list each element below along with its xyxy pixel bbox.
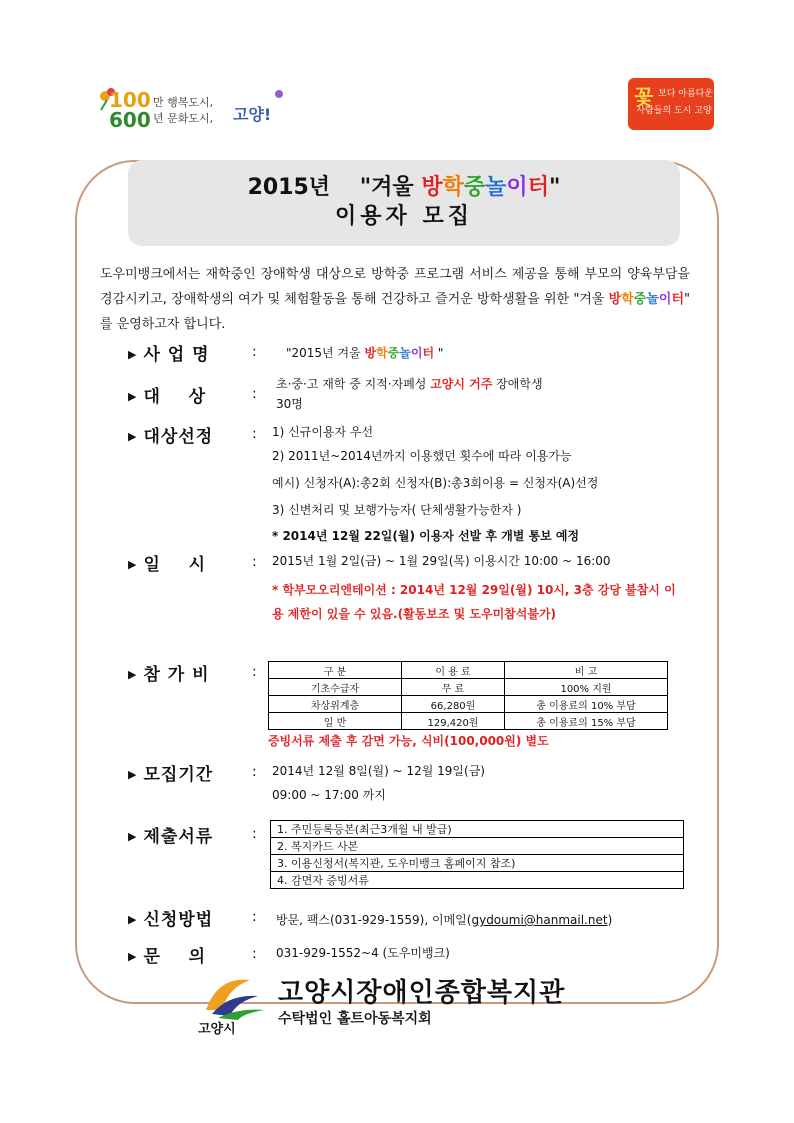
table-cell: 4. 감면자 증빙서류: [271, 872, 684, 889]
table-row: [271, 855, 684, 872]
table-row: [271, 872, 684, 889]
logo-city: 고양!: [233, 105, 272, 124]
apply-post: ): [607, 913, 613, 927]
apply-pre: 방문, 팩스(031-929-1559), 이메일(: [276, 913, 472, 927]
table-cell: 100% 지원: [505, 679, 668, 696]
arrow-icon: ▶: [128, 830, 138, 843]
city-brand-logo: [628, 78, 714, 130]
table-header: 비 고: [505, 662, 668, 679]
colon: :: [252, 946, 257, 962]
colon: :: [252, 826, 257, 842]
title-box: [128, 160, 680, 246]
label-text: 문 의: [143, 947, 206, 967]
logo-right-small1: 보다 아름다운: [658, 89, 714, 99]
arrow-icon: ▶: [128, 768, 138, 781]
colon: :: [252, 909, 257, 925]
label-schedule: [128, 550, 206, 575]
intro-program-char: 중: [633, 292, 647, 307]
arrow-icon: ▶: [128, 348, 138, 361]
table-row: [269, 679, 668, 696]
table-row: [271, 838, 684, 855]
fee-notice: 증빙서류 제출 후 감면 가능, 식비(100,000원) 별도: [268, 734, 549, 748]
title-char: 터: [527, 175, 549, 200]
logo-num1: 100: [109, 88, 151, 112]
table-cell: 3. 이용신청서(복지관, 도우미뱅크 홈페이지 참조): [271, 855, 684, 872]
title-char: 중: [463, 175, 486, 200]
selection-item3: 3) 신변처리 및 보행가능자( 단체생활가능한자 ): [272, 503, 522, 517]
colon: :: [252, 764, 257, 780]
colon: :: [252, 426, 257, 442]
table-cell: 2. 복지카드 사본: [271, 838, 684, 855]
table-cell: 기초수급자: [269, 679, 402, 696]
arrow-icon: ▶: [128, 390, 138, 403]
project-char: 중: [387, 346, 400, 360]
target-post: 장애학생: [492, 377, 543, 391]
colon: :: [252, 554, 257, 570]
colon: :: [252, 664, 257, 680]
intro-program-char: 방: [608, 292, 622, 307]
selection-example: 예시) 신청자(A):총2회 신청자(B):총3회이용 = 신청자(A)선정: [272, 476, 599, 490]
arrow-icon: ▶: [128, 913, 138, 926]
label-text: 사 업 명: [143, 345, 210, 365]
label-contact: [128, 942, 206, 967]
logo-num2: 600: [109, 108, 151, 132]
intro-program-char: 이: [658, 292, 672, 307]
label-text: 신청방법: [143, 910, 214, 930]
label-documents: [128, 822, 213, 847]
arrow-icon: ▶: [128, 430, 138, 443]
table-row: [271, 821, 684, 838]
label-text: 대 상: [143, 387, 206, 407]
title-char: 놀: [485, 175, 507, 200]
intro-program-char: 터: [671, 292, 685, 307]
label-fee: [128, 660, 210, 685]
goyang-slogan-logo: [95, 86, 305, 132]
label-project: [128, 340, 210, 365]
project-char: 학: [376, 346, 388, 360]
table-row: [269, 713, 668, 730]
intro-part2: " 를 운영하고자 합니다.: [100, 292, 690, 332]
arrow-icon: ▶: [128, 668, 138, 681]
table-cell: 66,280원: [402, 696, 505, 713]
project-pre: "2015년 겨울: [286, 346, 365, 360]
intro-program-char: 학: [621, 292, 634, 307]
intro-part1: 도우미뱅크에서는 재학중인 장애학생 대상으로 방학중 프로그램 서비스 제공을 통해 부모의 양육부담을 경감시키고, 장애학생의 여가 및 체험활동을 통해 건강하고 즐거운 방학생활을 위한 "겨울: [100, 267, 690, 307]
table-cell: 일 반: [269, 713, 402, 730]
email-link[interactable]: gydoumi@hanmail.net: [471, 913, 608, 927]
period-line1: 2014년 12월 8일(월) ~ 12월 19일(금): [272, 764, 485, 778]
footer-org-sub: 수탁법인 홀트아동복지회: [278, 1011, 432, 1027]
schedule-notice: * 학부모오리엔테이션 : 2014년 12월 29일(월) 10시, 3층 강당 불참시 이용 제한이 있을 수 있음.(활동보조 및 도우미참석불가): [272, 583, 676, 621]
label-target: [128, 382, 206, 407]
footer-org-name: 고양시장애인종합복지관: [278, 978, 566, 1008]
target-red: 고양시 거주: [430, 377, 493, 391]
label-text: 제출서류: [143, 827, 214, 847]
table-cell: 129,420원: [402, 713, 505, 730]
label-apply: [128, 905, 213, 930]
period-line2: 09:00 ~ 17:00 까지: [272, 788, 386, 802]
label-period: [128, 760, 213, 785]
project-char: 놀: [399, 346, 411, 360]
selection-notice: * 2014년 12월 22일(월) 이용자 선발 후 개별 통보 예정: [272, 529, 580, 543]
project-post: ": [434, 346, 444, 360]
arrow-icon: ▶: [128, 558, 138, 571]
logo-line1: 만 행복도시,: [153, 96, 214, 109]
intro-program-char: 놀: [646, 292, 659, 307]
target-count: 30명: [276, 397, 303, 411]
target-pre: 초·중·고 재학 중 지적·자폐성: [276, 377, 431, 391]
title-line2: 이용자 모집: [335, 204, 473, 229]
schedule-value: 2015년 1월 2일(금) ~ 1월 29일(목) 이용시간 10:00 ~ 16:00: [272, 554, 611, 568]
intro-paragraph: [100, 262, 690, 337]
apply-value: [276, 912, 612, 928]
colon: :: [252, 344, 257, 360]
logo-line2: 년 문화도시,: [153, 112, 214, 125]
target-value: [276, 374, 543, 414]
contact-value: 031-929-1552~4 (도우미뱅크): [276, 946, 450, 960]
arrow-icon: ▶: [128, 950, 138, 963]
logo-right-big: 꽃: [634, 85, 654, 109]
project-char: 터: [422, 346, 435, 360]
table-cell: 차상위계층: [269, 696, 402, 713]
table-header-row: [269, 662, 668, 679]
fee-table: [268, 661, 668, 730]
label-text: 대상선정: [143, 427, 214, 447]
title-line1: [128, 174, 680, 202]
title-char: 학: [442, 175, 464, 200]
project-char: 이: [410, 346, 423, 360]
project-value: [286, 345, 443, 361]
title-char: 이: [506, 175, 528, 200]
label-text: 일 시: [143, 555, 206, 575]
footer-city: 고양시: [198, 1022, 236, 1037]
table-header: 구 분: [269, 662, 402, 679]
selection-item2: 2) 2011년~2014년까지 이용했던 횟수에 따라 이용가능: [272, 449, 572, 463]
documents-table: [270, 820, 684, 889]
table-cell: 무 료: [402, 679, 505, 696]
label-text: 모집기간: [143, 765, 214, 785]
table-header: 이 용 료: [402, 662, 505, 679]
title-char: 방: [421, 175, 443, 200]
colon: :: [252, 386, 257, 402]
label-text: 참 가 비: [143, 665, 210, 685]
table-cell: 1. 주민등록등본(최근3개월 내 발급): [271, 821, 684, 838]
title-quote-open: "겨울: [359, 175, 422, 200]
selection-item1: 1) 신규이용자 우선: [272, 425, 374, 439]
table-cell: 총 이용료의 15% 부담: [505, 713, 668, 730]
title-year: 2015년: [247, 175, 331, 200]
project-char: 방: [364, 346, 377, 360]
title-quote-close: ": [548, 175, 561, 200]
label-selection: [128, 422, 213, 447]
logo-right-small2: 사람들의 도시 고양: [636, 106, 712, 116]
table-row: [269, 696, 668, 713]
table-cell: 총 이용료의 10% 부담: [505, 696, 668, 713]
